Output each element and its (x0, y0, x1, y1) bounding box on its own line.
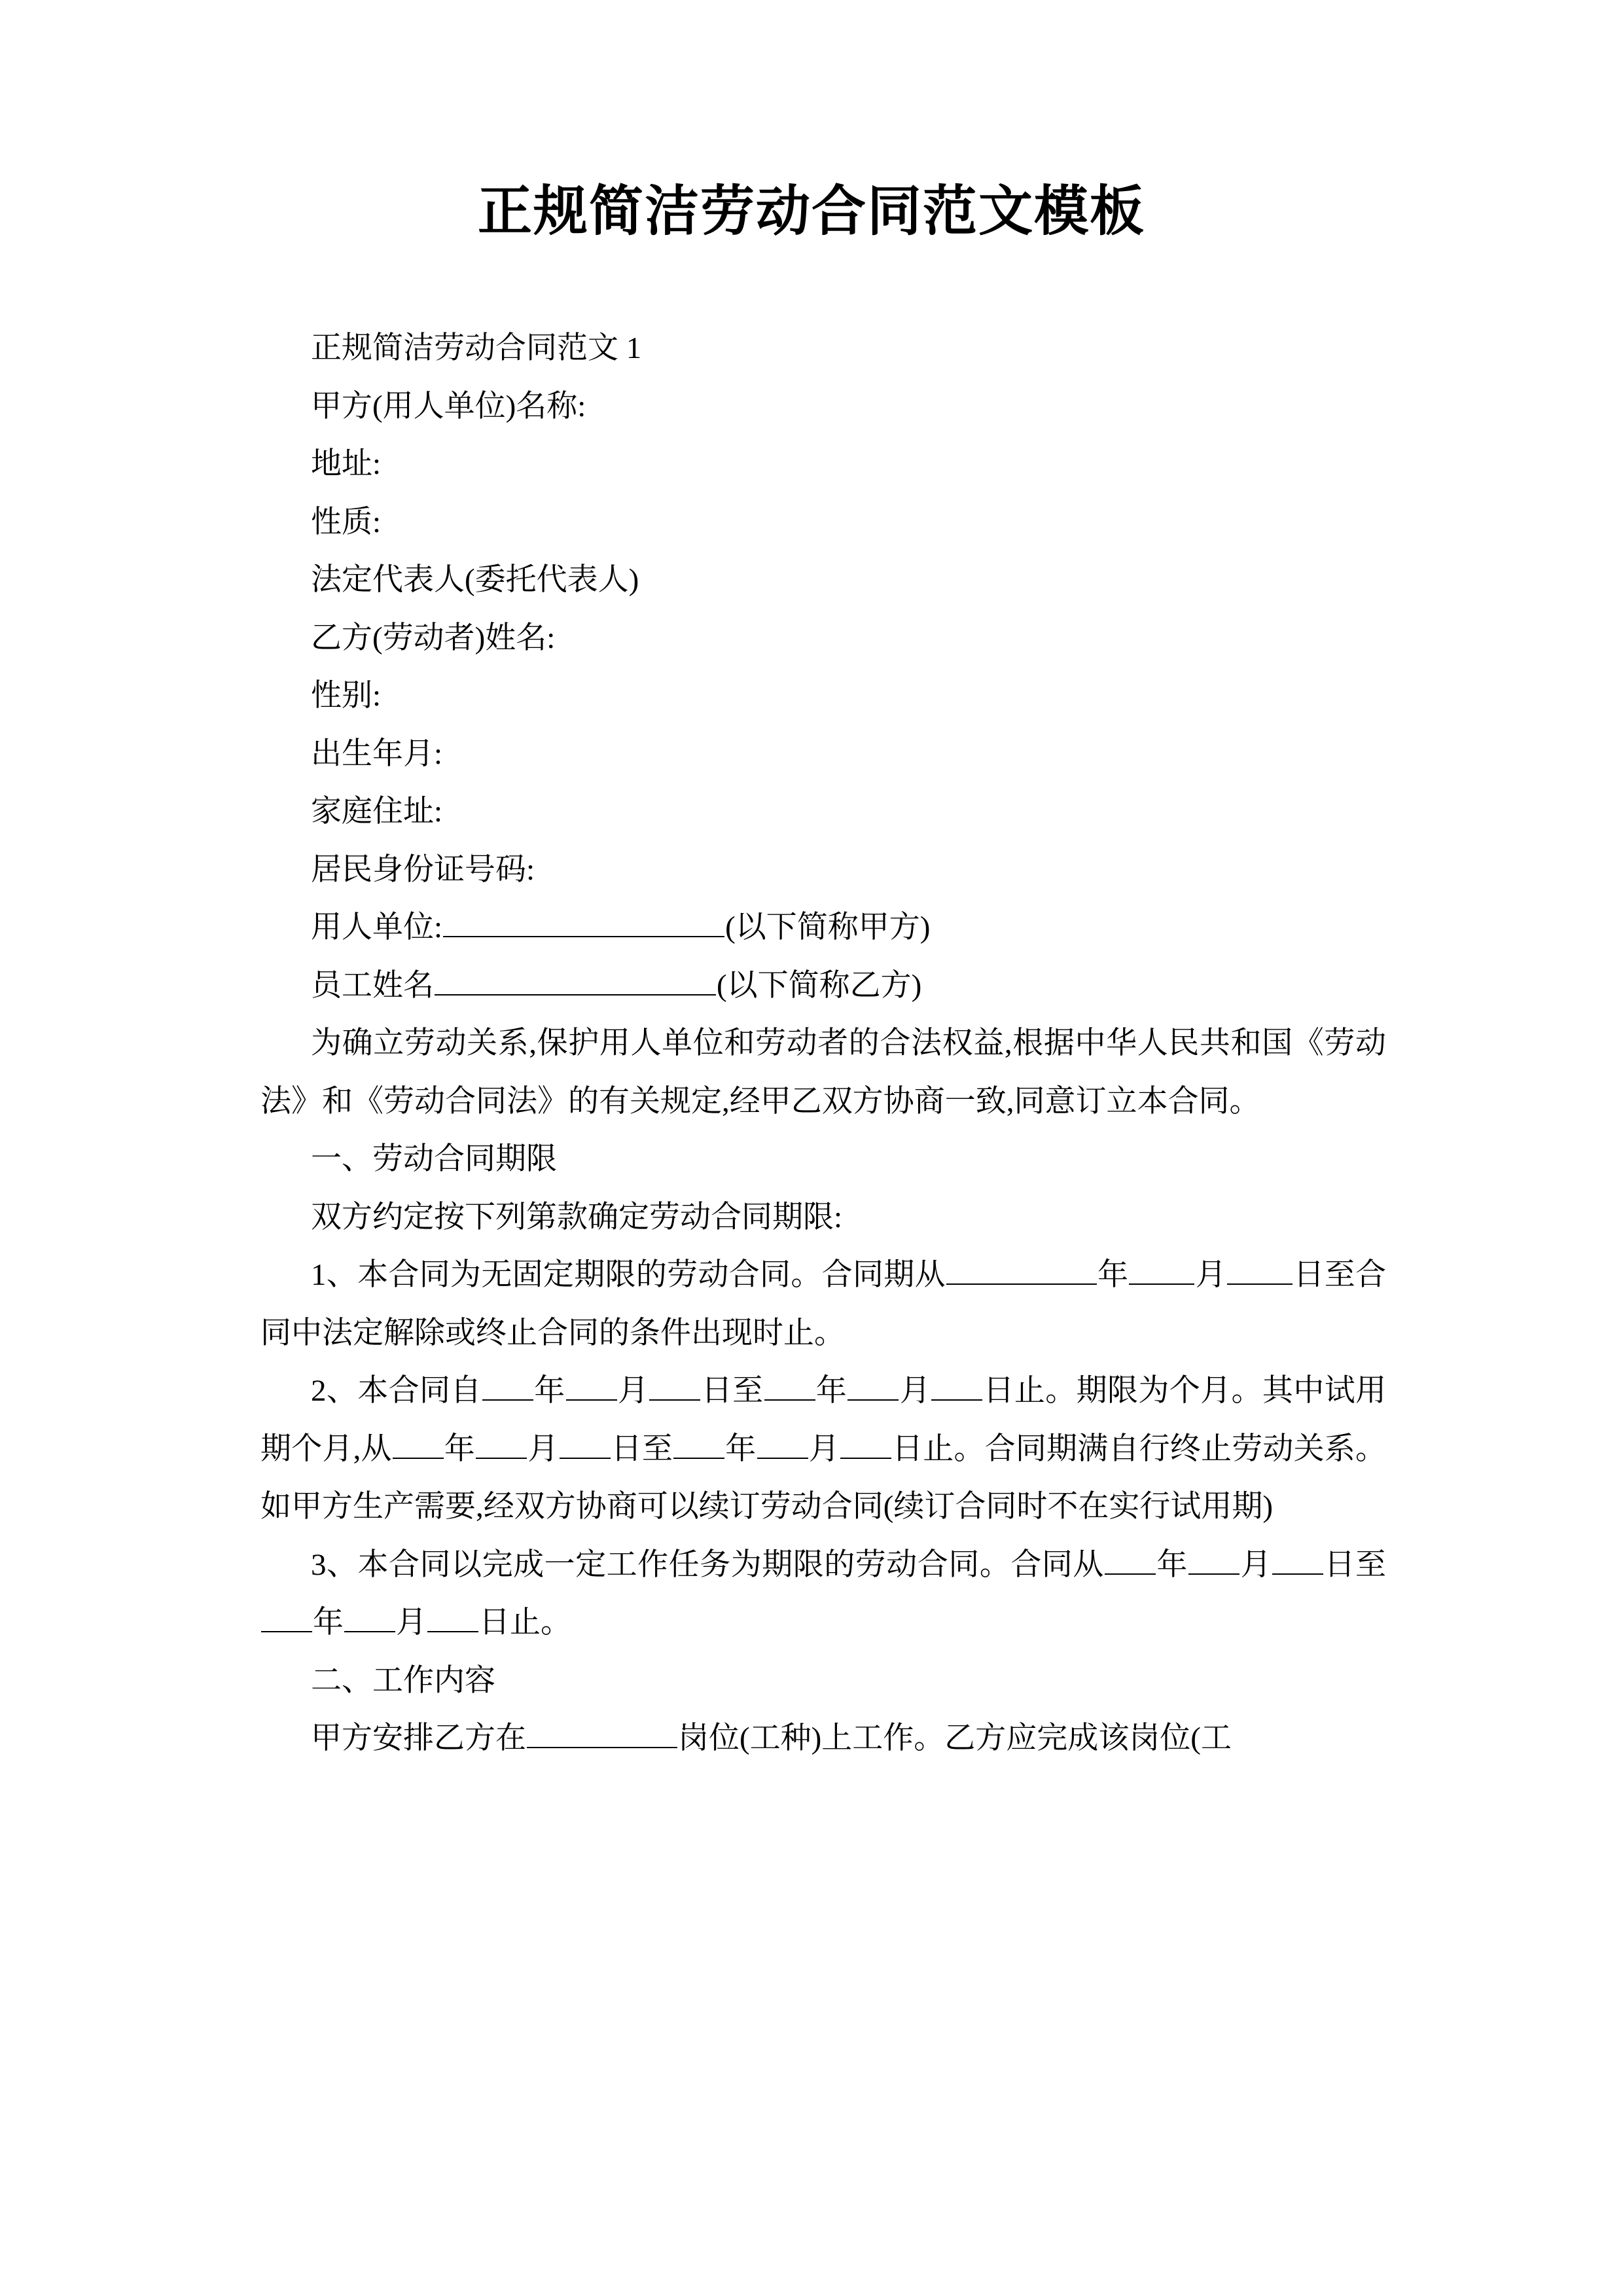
clause-two-text-a: 2、本合同自 (311, 1374, 482, 1408)
clause-two-text-b: 个月。其中试用期个月,从 (260, 1374, 1387, 1466)
clause-two-u2: 月 (617, 1374, 649, 1408)
clause-three (260, 1536, 1386, 1652)
clause-three-start-day-blank[interactable] (1272, 1543, 1323, 1574)
clause-three-u6: 日止。 (479, 1605, 571, 1640)
clause-three-u3: 日至 (1323, 1547, 1386, 1582)
section-two-text-a: 甲方安排乙方在 (311, 1721, 526, 1755)
clause-two-text-c: 日止。 (891, 1431, 985, 1466)
clause-two-u6: 日止。期限为 (983, 1374, 1169, 1408)
clause-one-text-b: 至合同中法定解除或终止合同的条件出现时止。 (260, 1258, 1387, 1350)
section-two-heading: 二、工作内容 (311, 1663, 495, 1698)
clause-two-u8: 月 (527, 1431, 559, 1466)
document-body (260, 319, 1386, 1768)
clause-one-month-unit: 月 (1195, 1258, 1227, 1292)
clause-one-text-a: 1、本合同为无固定期限的劳动合同。合同期从 (311, 1258, 946, 1292)
clause-three-u2: 月 (1240, 1547, 1272, 1582)
clause-one-year-blank[interactable] (946, 1253, 1097, 1285)
clause-one-year-unit: 年 (1097, 1258, 1129, 1292)
clause-one-month-blank[interactable] (1129, 1253, 1194, 1285)
clause-two-text-d: 合同期满自行终止劳动关系。如甲方生产需要,经双方协商可以续订劳动合同(续订合同时不在实行试用期) (260, 1431, 1387, 1524)
employer-blank[interactable] (443, 906, 724, 937)
clause-one-day-blank[interactable] (1227, 1253, 1293, 1285)
clause-two-start-day-blank[interactable] (649, 1369, 700, 1401)
clause-two-u9: 日至 (611, 1431, 673, 1466)
clause-two-trial-start-year-blank[interactable] (393, 1427, 444, 1458)
clause-three-start-year-blank[interactable] (1105, 1543, 1156, 1574)
employee-suffix: (以下简称乙方) (717, 968, 922, 1003)
clause-two-trial-end-year-blank[interactable] (673, 1427, 724, 1458)
section-heading-sample: 正规简洁劳动合同范文 1 (311, 331, 642, 365)
field-gender: 性别: (311, 679, 382, 713)
clause-two-u7: 年 (444, 1431, 476, 1466)
employer-suffix: (以下简称甲方) (725, 910, 931, 944)
section-two-body (260, 1710, 1386, 1768)
clause-two (260, 1362, 1386, 1536)
field-employer-fill-line (260, 899, 1386, 957)
field-home-address: 家庭住址: (311, 795, 443, 829)
clause-two-trial-start-day-blank[interactable] (560, 1427, 611, 1458)
field-birth-date: 出生年月: (311, 736, 443, 771)
preamble-paragraph: 为确立劳动关系,保护用人单位和劳动者的合法权益,根据中华人民共和国《劳动法》和《劳动合同法》的有关规定,经甲乙双方协商一致,同意订立本合同。 (260, 1026, 1386, 1119)
section-one-intro: 双方约定按下列第款确定劳动合同期限: (311, 1200, 843, 1234)
clause-two-u5: 月 (899, 1374, 931, 1408)
clause-one (260, 1246, 1386, 1362)
field-employer-name: 甲方(用人单位)名称: (311, 389, 586, 423)
field-employee-fill-line (260, 957, 1386, 1015)
clause-one-day-unit: 日 (1293, 1258, 1325, 1292)
employer-label: 用人单位: (311, 910, 443, 944)
clause-two-end-year-blank[interactable] (764, 1369, 815, 1401)
clause-two-end-day-blank[interactable] (931, 1369, 982, 1401)
clause-two-u4: 年 (815, 1374, 847, 1408)
clause-two-start-year-blank[interactable] (482, 1369, 533, 1401)
field-id-number: 居民身份证号码: (311, 852, 535, 887)
clause-three-u4: 年 (313, 1605, 344, 1640)
employee-label: 员工姓名 (311, 968, 434, 1003)
clause-two-start-month-blank[interactable] (566, 1369, 617, 1401)
clause-two-u1: 年 (533, 1374, 565, 1408)
clause-two-end-month-blank[interactable] (847, 1369, 899, 1401)
field-address: 地址: (311, 447, 382, 481)
employee-blank[interactable] (435, 963, 716, 995)
field-legal-representative: 法定代表人(委托代表人) (311, 563, 639, 597)
page-title: 正规简洁劳动合同范文模板 (478, 181, 1145, 242)
clause-three-end-month-blank[interactable] (344, 1601, 395, 1632)
clause-two-u11: 月 (808, 1431, 840, 1466)
clause-two-trial-end-day-blank[interactable] (840, 1427, 891, 1458)
clause-three-start-month-blank[interactable] (1188, 1543, 1240, 1574)
clause-two-trial-start-month-blank[interactable] (476, 1427, 527, 1458)
clause-two-u10: 年 (725, 1431, 757, 1466)
field-employee-name: 乙方(劳动者)姓名: (311, 620, 556, 655)
clause-three-end-day-blank[interactable] (427, 1601, 478, 1632)
clause-three-u5: 月 (396, 1605, 427, 1640)
clause-three-text-a: 3、本合同以完成一定工作任务为期限的劳动合同。合同从 (311, 1547, 1104, 1582)
section-two-position-blank[interactable] (527, 1717, 677, 1748)
clause-three-u1: 年 (1156, 1547, 1188, 1582)
clause-two-u3: 日至 (701, 1374, 764, 1408)
field-nature: 性质: (311, 505, 382, 539)
clause-two-trial-end-month-blank[interactable] (757, 1427, 808, 1458)
section-two-text-b: 岗位(工种)上工作。乙方应完成该岗位(工 (678, 1721, 1232, 1755)
clause-three-end-year-blank[interactable] (261, 1601, 312, 1632)
section-one-heading: 一、劳动合同期限 (311, 1142, 557, 1176)
